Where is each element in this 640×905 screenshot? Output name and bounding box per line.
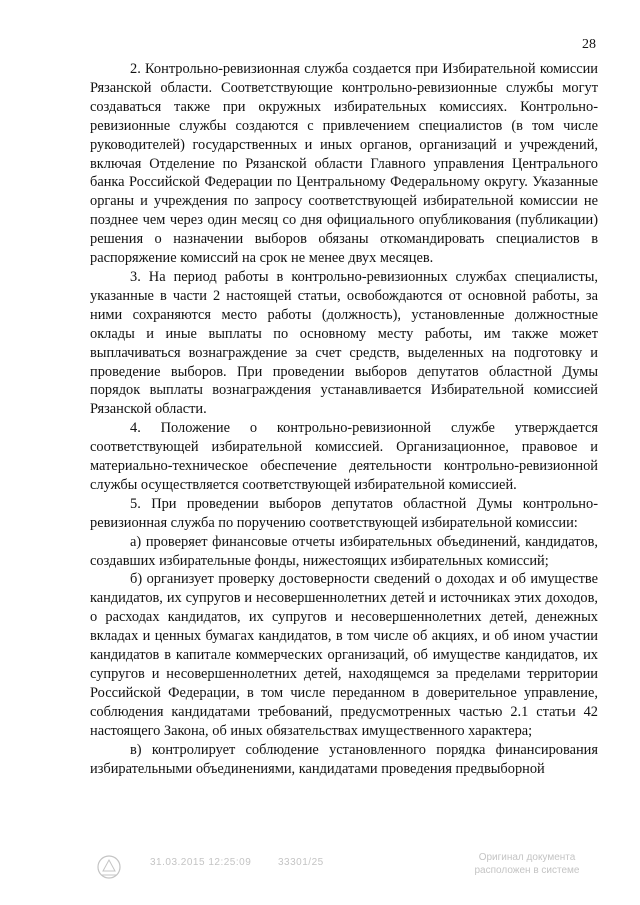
paragraph-item-a: а) проверяет финансовые отчеты избирательных объединений, кандидатов, создавших избирательные фонды, нижестоящих избирательных комиссий; <box>90 533 598 569</box>
footer-timestamp: 31.03.2015 12:25:09 <box>150 857 252 868</box>
document-body <box>90 60 598 778</box>
paragraph-part-3: 3. На период работы в контрольно-ревизионных службах специалисты, указанные в части 2 настоящей статьи, освобождаются от основной работы, за ними сохраняются место работы (должность), установленные должностные оклады и иные выплаты по основному месту работы, им также может выплачиваться вознаграждение за счет средств, выделенных на подготовку и проведение выборов. При проведении выборов депутатов областной Думы порядок выплаты вознаграждения устанавливается Избирательной комиссией Рязанской области. <box>90 268 598 418</box>
page-number: 28 <box>582 37 596 52</box>
paragraph-item-v: в) контролирует соблюдение установленного порядка финансирования избирательными объединениями, кандидатами проведения предвыборной <box>90 741 598 777</box>
paragraph-part-2: 2. Контрольно-ревизионная служба создается при Избирательной комиссии Рязанской области. Соответствующие контрольно-ревизионные службы могут создаваться также при окружных избирательных комиссиях. Контрольно-ревизионные службы создаются с привлечением специалистов (в том числе руководителей) государственных и иных органов, организаций и учреждений, включая Отделение по Рязанской области Главного управления Центрального банка Российской Федерации по Центральному Федеральному округу. Указанные органы и учреждения по запросу соответствующей избирательной комиссии не позднее чем через один месяц со дня официального опубликования (публикации) решения о назначении выборов обязаны откомандировать специалистов в распоряжение комиссий на срок не менее двух месяцев. <box>90 61 598 267</box>
seal-icon <box>94 853 124 881</box>
paragraph-item-b: б) организует проверку достоверности сведений о доходах и об имуществе кандидатов, их супругов и несовершеннолетних детей и источниках этих доходов, о расходах кандидатов, их супругов и несовершеннолетних детей, денежных вкладах и ценных бумагах кандидатов, в том числе об акциях, и об ином участии кандидатов в капитале коммерческих организаций, об имуществе кандидатов, их супругов и несовершеннолетних детей, находящемся за пределами территории Российской Федерации, в том числе переданном в доверительное управление, соблюдения кандидатами требований, предусмотренных частью 2.1 статьи 42 настоящего Закона, об иных обязательствах имущественного характера; <box>90 571 598 739</box>
footer-document-number: 33301/25 <box>278 857 324 868</box>
paragraph-part-4: 4. Положение о контрольно-ревизионной службе утверждается соответствующей избирательной комиссией. Организационное, правовое и материально-техническое обеспечение деятельности контрольно-ревизионной службы осуществляется соответствующей избирательной комиссией. <box>90 420 598 493</box>
footer-watermark <box>0 845 640 885</box>
footer-copy-mark: Оригинал документа расположен в системе <box>474 852 580 876</box>
paragraph-part-5: 5. При проведении выборов депутатов областной Думы контрольно-ревизионная служба по поручению соответствующей избирательной комиссии: <box>90 495 598 531</box>
